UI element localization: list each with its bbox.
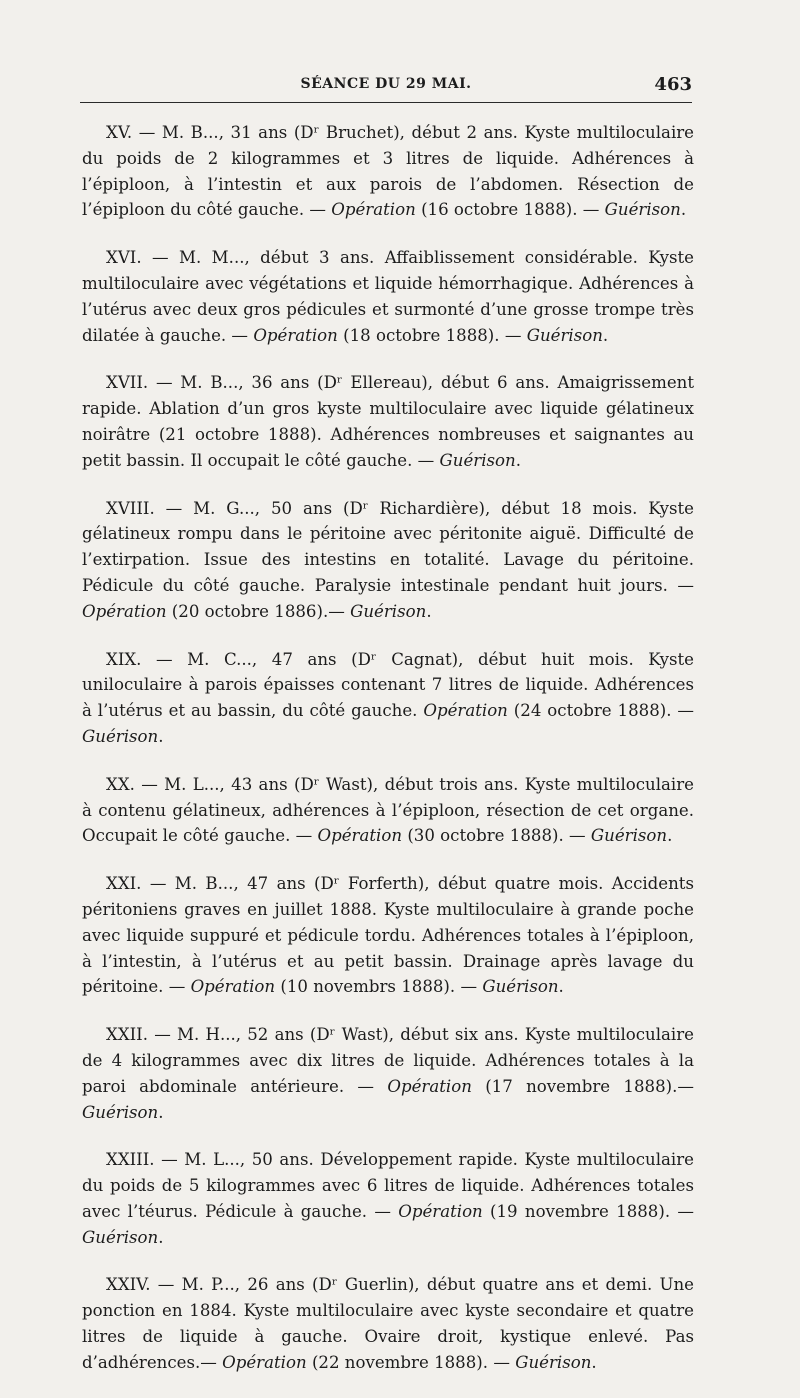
operation-label: Opération: [190, 977, 276, 997]
case-text: XXI. — M. B..., 47 ans (Dʳ Forferth), début quatre mois. Accidents péritoniens graves en juillet 1888. Kyste multiloculaire à grande poche avec liquide suppuré et pédicule tordu. Adhérences totales à l’épiploon, à l’intestin, à l’utérus et au petit bassin. Drainage après lavage du péritoine. —: [82, 874, 694, 997]
case-end: .: [158, 726, 164, 746]
operation-label: Opération: [331, 200, 416, 220]
case-text: XXIV. — M. P..., 26 ans (Dʳ Guerlin), début quatre ans et demi. Une ponction en 1884. Kyste multiloculaire avec kyste secondaire et quatre litres de liquide à gauche. Ovaire droit, kystique enlevé. Pas d’adhérences.—: [82, 1275, 694, 1372]
case-list: [82, 120, 694, 1398]
case-paragraph: [82, 1022, 694, 1125]
case-end: .: [158, 1227, 164, 1247]
operation-date: (22 novembre 1888). —: [306, 1352, 516, 1372]
case-text: XXII. — M. H..., 52 ans (Dʳ Wast), début six ans. Kyste multiloculaire de 4 kilogrammes avec dix litres de liquide. Adhérences totales à la paroi abdominale antérieure. —: [82, 1025, 694, 1096]
case-paragraph: [82, 496, 694, 625]
operation-label: Opération: [423, 701, 508, 721]
outcome-label: Guérison: [604, 200, 681, 220]
case-text: XX. — M. L..., 43 ans (Dʳ Wast), début trois ans. Kyste multiloculaire à contenu gélatineux, adhérences à l’épiploon, résection de cet organe. Occupait le côté gauche. —: [82, 774, 694, 846]
case-paragraph: [82, 772, 694, 849]
case-paragraph: [82, 647, 694, 750]
outcome-label: Guérison: [82, 726, 159, 746]
operation-date: (16 octobre 1888). —: [415, 200, 605, 220]
operation-label: Opération: [387, 1076, 472, 1096]
page-title: SÉANCE DU 29 MAI.: [300, 76, 472, 92]
operation-date: (17 novembre 1888).—: [471, 1076, 694, 1096]
case-end: .: [515, 450, 521, 470]
case-text: XVIII. — M. G..., 50 ans (Dʳ Richardière), début 18 mois. Kyste gélatineux rompu dans le péritoine avec péritonite aiguë. Difficulté de l’extirpation. Issue des intestins en totalité. Lavage du péritoine. Pédicule du côté gauche. Paralysie intestinale pendant huit jours. —: [82, 498, 694, 595]
operation-date: (30 octobre 1888). —: [402, 826, 591, 846]
operation-date: (10 novembrs 1888). —: [275, 977, 483, 997]
outcome-label: Guérison: [350, 601, 427, 621]
case-paragraph: [82, 1147, 694, 1250]
operation-date: (20 octobre 1886).—: [166, 601, 351, 621]
case-end: .: [558, 977, 564, 997]
case-paragraph: [82, 871, 694, 1000]
operation-date: (24 octobre 1888). —: [507, 701, 695, 721]
operation-label: Opération: [317, 826, 403, 846]
case-end: .: [591, 1352, 597, 1372]
outcome-label: Guérison: [439, 450, 516, 470]
operation-date: (19 novembre 1888). —: [482, 1201, 694, 1221]
case-paragraph: [82, 370, 694, 473]
operation-label: Opération: [82, 601, 167, 621]
case-end: .: [680, 200, 687, 220]
header-rule: [80, 102, 692, 103]
case-text: XXIII. — M. L..., 50 ans. Développement rapide. Kyste multiloculaire du poids de 5 kilogrammes avec 6 litres de liquide. Adhérences totales avec l’téurus. Pédicule à gauche. —: [82, 1150, 694, 1221]
page-number: 463: [654, 74, 692, 95]
running-head: [80, 72, 692, 102]
case-end: .: [602, 325, 609, 345]
operation-label: Opération: [398, 1201, 483, 1221]
case-text: XV. — M. B..., 31 ans (Dʳ Bruchet), début 2 ans. Kyste multiloculaire du poids de 2 kilogrammes et 3 litres de liquide. Adhérences à l’épiploon, à l’intestin et aux parois de l’abdomen. Résection de l’épiploon du côté gauche. —: [82, 123, 694, 220]
outcome-label: Guérison: [82, 1102, 159, 1122]
case-end: .: [667, 826, 673, 846]
case-paragraph: [82, 245, 694, 348]
case-paragraph: [82, 1272, 694, 1375]
operation-label: Opération: [253, 325, 338, 345]
case-text: XVI. — M. M..., début 3 ans. Affaiblissement considérable. Kyste multiloculaire avec végétations et liquide hémorrhagique. Adhérences à l’utérus avec deux gros pédicules et surmonté d’une grosse trompe très dilatée à gauche. —: [82, 248, 694, 345]
case-end: .: [158, 1102, 164, 1122]
outcome-label: Guérison: [590, 826, 668, 846]
case-paragraph: [82, 120, 694, 223]
outcome-label: Guérison: [526, 325, 603, 345]
outcome-label: Guérison: [482, 977, 559, 997]
outcome-label: Guérison: [82, 1227, 159, 1247]
case-end: .: [426, 601, 432, 621]
operation-date: (18 octobre 1888). —: [337, 325, 527, 345]
operation-label: Opération: [222, 1352, 307, 1372]
outcome-label: Guérison: [515, 1352, 592, 1372]
case-text: XVII. — M. B..., 36 ans (Dʳ Ellereau), début 6 ans. Amaigrissement rapide. Ablation d’un gros kyste multiloculaire avec liquide gélatineux noirâtre (21 octobre 1888). Adhérences nombreuses et saignantes au petit bassin. Il occupait le côté gauche. —: [82, 373, 694, 470]
case-text: XIX. — M. C..., 47 ans (Dʳ Cagnat), début huit mois. Kyste uniloculaire à parois épaisses contenant 7 litres de liquide. Adhérences à l’utérus et au bassin, du côté gauche.: [82, 649, 694, 721]
